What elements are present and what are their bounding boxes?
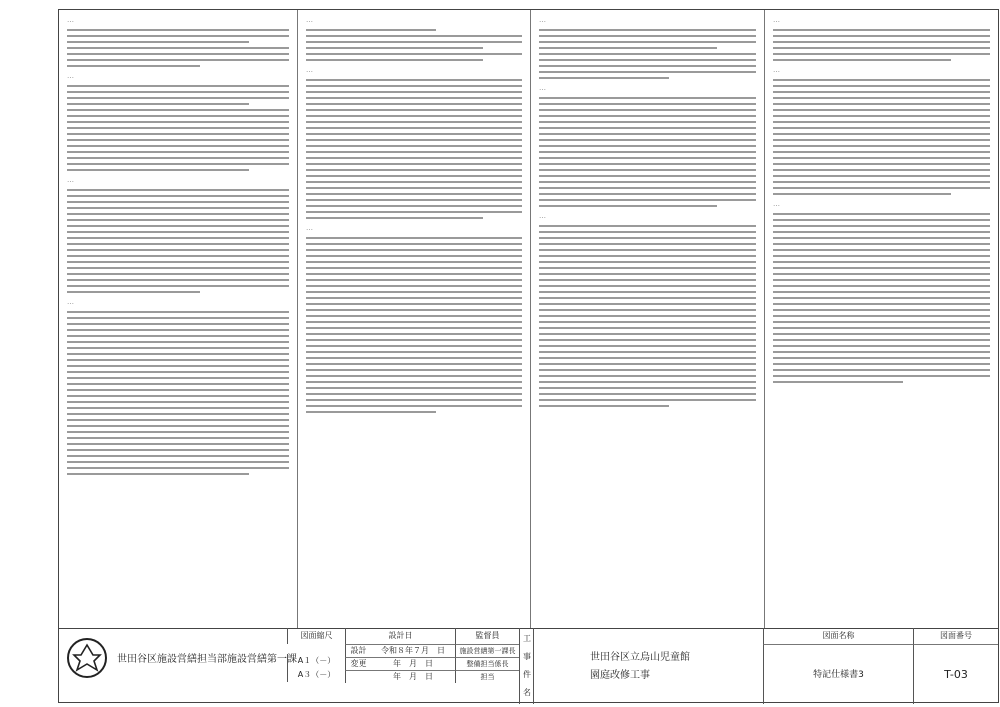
specification-body	[59, 10, 998, 629]
spec-paragraph	[539, 84, 756, 207]
drawing-name: 特記仕様書3	[763, 644, 913, 704]
project-name-cell	[533, 628, 764, 704]
scale-a3: A３（－）	[287, 668, 345, 682]
spec-column-1	[59, 10, 297, 628]
spec-paragraph	[539, 212, 756, 407]
illegible-text: …	[773, 200, 780, 208]
illegible-text: …	[67, 176, 74, 184]
spec-paragraph	[306, 224, 522, 413]
change-date-1: 年 月 日	[371, 657, 455, 670]
illegible-text: …	[306, 224, 313, 232]
spec-column-4	[764, 10, 998, 628]
change-row-label: 変更	[345, 657, 371, 670]
work-label-char: 名	[523, 688, 531, 697]
illegible-text: …	[67, 72, 74, 80]
project-name-line1: 世田谷区立烏山児童館	[590, 652, 690, 663]
ward-seal-icon	[67, 638, 107, 678]
spec-paragraph	[306, 16, 522, 61]
change-date-2: 年 月 日	[371, 670, 455, 683]
illegible-text: …	[539, 84, 546, 92]
work-label-char: 工	[523, 634, 531, 643]
drawing-sheet	[58, 9, 999, 703]
spec-paragraph	[539, 16, 756, 79]
scale-a1: A１（－）	[287, 654, 345, 668]
spec-column-3	[530, 10, 764, 628]
illegible-text: …	[773, 16, 780, 24]
spec-paragraph	[773, 66, 990, 195]
design-date-header: 設計日	[345, 628, 455, 644]
work-label-char: 事	[523, 652, 531, 661]
spec-paragraph	[773, 16, 990, 61]
design-date: 令和８年７月 日	[371, 644, 455, 657]
supervisor-header: 監督員	[455, 628, 519, 644]
supervisor-subsection-chief: 整備担当係長	[455, 657, 519, 670]
spec-paragraph	[67, 72, 289, 171]
organization-name: 世田谷区施設営繕担当部施設営繕第一課	[117, 654, 297, 665]
spec-paragraph	[306, 66, 522, 219]
illegible-text: …	[773, 66, 780, 74]
illegible-text: …	[67, 298, 74, 306]
work-name-label	[519, 628, 534, 704]
project-name-line2: 園庭改修工事	[590, 670, 650, 681]
spec-paragraph	[67, 298, 289, 475]
spec-paragraph	[67, 16, 289, 67]
illegible-text: …	[67, 16, 74, 24]
design-row-label: 設計	[345, 644, 371, 657]
scale-header: 図面縮尺	[287, 628, 345, 644]
illegible-text: …	[539, 212, 546, 220]
supervisor-section-chief: 施設営繕第一課長	[455, 644, 519, 657]
illegible-text: …	[306, 16, 313, 24]
change-row-blank	[345, 670, 371, 683]
illegible-text: …	[306, 66, 313, 74]
drawing-number: T-03	[913, 644, 998, 704]
spec-paragraph	[773, 200, 990, 383]
drawing-number-header: 図面番号	[913, 628, 998, 644]
supervisor-staff: 担当	[455, 670, 519, 683]
illegible-text: …	[539, 16, 546, 24]
drawing-name-header: 図面名称	[763, 628, 913, 644]
spec-column-2	[297, 10, 530, 628]
title-block	[59, 628, 998, 704]
work-label-char: 件	[523, 670, 531, 679]
spec-paragraph	[67, 176, 289, 293]
